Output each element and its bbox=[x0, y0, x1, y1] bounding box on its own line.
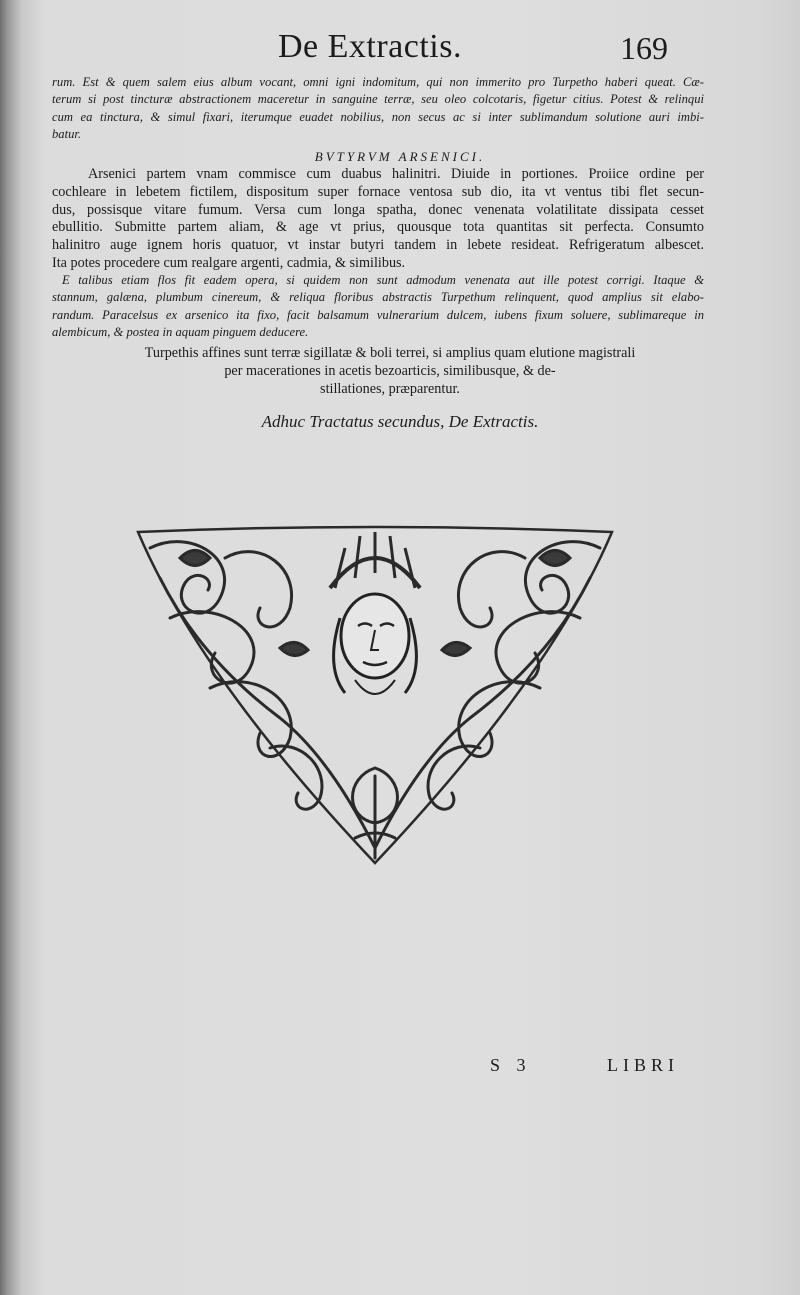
face-icon bbox=[330, 532, 420, 694]
paragraph-flos bbox=[52, 272, 704, 342]
text-line: Turpethis affines sunt terræ sigillatæ & boli terrei, si amplius quam elutione magistrali bbox=[144, 345, 636, 361]
text-line: rum. Est & quem salem eius album vocant, omni igni indomitum, qui non immerito pro Turpetho haberi queat. Cæ- bbox=[52, 75, 704, 89]
text-line: randum. Paracelsus ex arsenico ita fixo, facit balsamum vulnerarium dulcem, iubens fixum soluere, sublimareque in bbox=[52, 307, 704, 322]
text-line: cochleare in lebetem fictilem, dispositum super fornace ventosa sub dio, ita vt ventus tibi flet secun- bbox=[52, 183, 704, 200]
text-line: stannum, galæna, plumbum cinereum, & reliqua floribus abstractis Turpethum relinquent, quod amplius sit elabo- bbox=[52, 290, 704, 305]
paragraph-turpethis bbox=[60, 345, 720, 398]
text-line: dus, possisque vitare fumum. Versa cum longa spatha, donec venenata volatilitate dissipata cesset bbox=[52, 201, 704, 218]
running-head: De Extractis. bbox=[278, 28, 462, 65]
closing-line: Adhuc Tractatus secundus, De Extractis. bbox=[261, 412, 539, 431]
catchword: LIBRI bbox=[607, 1055, 679, 1075]
woodcut-ornament-icon bbox=[130, 518, 620, 878]
text-line: ebullitio. Submitte partem aliam, & age vt prius, quousque tota quantitas sit perfecta. Consumto bbox=[52, 219, 704, 236]
text-line: terum si post tincturæ abstractionem maceretur in sanguine terræ, seu oleo colcotaris, figetur citius. Potest & relinqui bbox=[52, 92, 704, 107]
text-line: E talibus etiam flos fit eadem opera, si quidem non sunt admodum venenata aut ille potest corrigi. Itaque & bbox=[62, 273, 704, 287]
text-line: alembicum, & postea in aquam pinguem deducere. bbox=[52, 325, 309, 340]
paragraph-continuation bbox=[52, 74, 704, 144]
text-line: stillationes, præparentur. bbox=[320, 380, 460, 397]
text-line: halinitro auge ignem horis quatuor, vt instar butyri tandem in lebete resideat. Refrigeratum albescet. bbox=[52, 237, 704, 254]
text-line: per macerationes in acetis bezoarticis, similibusque, & de- bbox=[224, 362, 556, 379]
signature-mark: S 3 bbox=[490, 1055, 532, 1075]
text-line: Arsenici partem vnam commisce cum duabus halinitri. Diuide in portiones. Proiice ordine per bbox=[88, 166, 704, 182]
page-number: 169 bbox=[620, 30, 668, 66]
text-line: cum ea tinctura, & simul fixari, iterumque euadet nobilius, non secus ac si inter sublimandum solutione auri imbi- bbox=[52, 109, 704, 124]
section-heading: BVTYRVM ARSENICI. bbox=[314, 149, 486, 164]
text-line: Ita potes procedere cum realgare argenti, cadmia, & similibus. bbox=[52, 254, 406, 271]
paragraph-butyrum bbox=[52, 166, 704, 273]
text-line: batur. bbox=[52, 127, 82, 142]
